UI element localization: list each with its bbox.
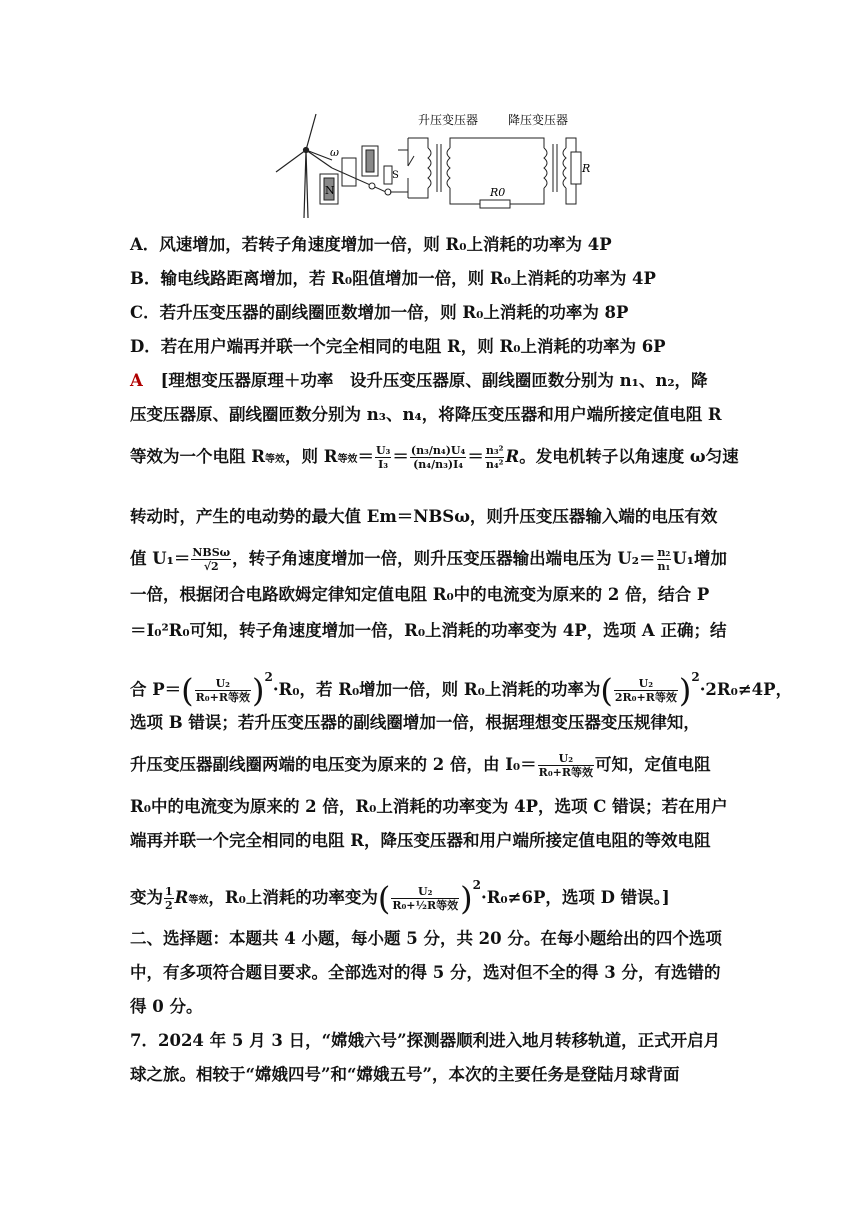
circuit-diagram: [268, 108, 591, 223]
question-7-line-1: 7．2024 年 5 月 3 日，“嫦娥六号”探测器顺利进入地月转移轨道，正式开启月: [130, 1031, 721, 1050]
option-c: C．若升压变压器的副线圈匝数增加一倍，则 R₀上消耗的功率为 8P: [130, 303, 629, 322]
solution-text-7: R₀可知，转子角速度增加一倍，R₀上消耗的功率变为 4P，选项 A 正确；结: [168, 621, 727, 640]
circuit-wires: [390, 138, 581, 208]
omega-label: ω: [330, 146, 339, 159]
solution-text-3a: 等效为一个电阻 R: [130, 447, 265, 466]
solution-line-12: 端再并联一个完全相同的电阻 R，降压变压器和用户端所接定值电阻的等效电阻: [130, 831, 711, 850]
solution-line-2: 压变压器原、副线圈匝数分别为 n₃、n₄，将降压变压器和用户端所接定值电阻 R: [130, 405, 722, 424]
solution-line-10: 升压变压器副线圈两端的电压变为原来的 2 倍，由 I₀＝ $\frac{\text{U₂}}{\text{R₀+R等效}}$ 可知，定值电阻: [130, 752, 711, 779]
solution-sub-equiv: 等效: [264, 454, 285, 465]
solution-text-10b: 可知，定值电阻: [595, 755, 711, 774]
solution-text-8c: ·2R₀≠4P，: [699, 680, 793, 699]
solution-line-13: 变为 $\frac{1}{2}$ R等效，R₀上消耗的功率变为( $\frac{\text{U₂}}{\text{R₀+½R等效}}$ )$^2$·R₀≠6P，选项 D 错误。]: [130, 878, 670, 918]
solution-line-6: 一倍，根据闭合电路欧姆定律知定值电阻 R₀中的电流变为原来的 2 倍，结合 P: [130, 585, 710, 604]
section-2-line-3: 得 0 分。: [130, 997, 203, 1016]
step-up-transformer-label: 升压变压器: [418, 113, 479, 127]
solution-line-1: [130, 370, 740, 392]
solution-text-5b: ，转子角速度增加一倍，则升压变压器输出端电压为 U₂＝: [232, 549, 656, 568]
solution-text-13b: ，R₀上消耗的功率变为: [208, 888, 378, 907]
magnet-s-label: S: [392, 170, 399, 181]
option-d: D．若在用户端再并联一个完全相同的电阻 R，则 R₀上消耗的功率为 6P: [130, 337, 666, 356]
solution-text-13c: ·R₀≠6P，选项 D 错误。]: [480, 888, 670, 907]
resistor-r-label: R: [582, 162, 591, 175]
answer-letter: A: [130, 371, 143, 390]
question-7-line-2: 球之旅。相较于“嫦娥四号”和“嫦娥五号”，本次的主要任务是登陆月球背面: [130, 1065, 680, 1084]
option-a: A．风速增加，若转子角速度增加一倍，则 R₀上消耗的功率为 4P: [130, 235, 612, 254]
solution-line-3: 等效为一个电阻 R等效，则 R等效＝ $\frac{\text{U₃}}{\text{I₃}}$ ＝ $\frac{\text{(n₃/n₄)U₄}}{\text{(n₄/n₃)I₄}}$ ＝ $\frac{\text{n₃²}}{\text{n₄²}}$ R。发电机转子以角速度 ω匀速: [130, 444, 739, 471]
solution-text-10a: 升压变压器副线圈两端的电压变为原来的 2 倍，由 I₀＝: [130, 755, 537, 774]
solution-line-11: R₀中的电流变为原来的 2 倍，R₀上消耗的功率变为 4P，选项 C 错误；若在用户: [130, 797, 728, 816]
solution-line-4: 转动时，产生的电动势的最大值 Em＝NBSω，则升压变压器输入端的电压有效: [130, 507, 718, 526]
magnet-n-label: N: [325, 184, 335, 197]
solution-text-13a: 变为: [130, 888, 163, 907]
section-2-line-2: 中，有多项符合题目要求。全部选对的得 5 分，选对但不全的得 3 分，有选错的: [130, 963, 721, 982]
solution-text-1: [理想变压器原理＋功率 设升压变压器原、副线圈匝数分别为 n₁、n₂，降: [160, 371, 708, 390]
solution-text-8a: 合 P＝: [130, 680, 182, 699]
solution-text-3c: ，则 R: [284, 447, 338, 466]
solution-text-3d: 。发电机转子以角速度 ω匀速: [519, 447, 739, 466]
solution-text-8b: ·R₀，若 R₀增加一倍，则 R₀上消耗的功率为: [272, 680, 601, 699]
option-b: B．输电线路距离增加，若 R₀阻值增加一倍，则 R₀上消耗的功率为 4P: [130, 269, 656, 288]
section-2-line-1: 二、选择题：本题共 4 小题，每小题 5 分，共 20 分。在每小题给出的四个选项: [130, 929, 722, 948]
solution-text-5c: U₁增加: [672, 549, 727, 568]
resistor-r0-label: R0: [490, 186, 506, 199]
solution-line-9: 选项 B 错误；若升压变压器的副线圈增加一倍，根据理想变压器变压规律知，: [130, 713, 700, 732]
solution-text-5a: 值 U₁＝: [130, 549, 191, 568]
solution-line-5: 值 U₁＝ $\frac{\text{NBSω}}{√2}$ ，转子角速度增加一倍，则升压变压器输出端电压为 U₂＝ $\frac{\text{n₂}}{\text{n₁}}$ U₁增加: [130, 546, 727, 573]
solution-line-7: ＝I₀²R₀可知，转子角速度增加一倍，R₀上消耗的功率变为 4P，选项 A 正确；结: [130, 621, 727, 640]
solution-line-8: 合 P＝( $\frac{\text{U₂}}{\text{R₀+R等效}}$ )$^2$·R₀，若 R₀增加一倍，则 R₀上消耗的功率为( $\frac{\text{U₂}}{\text{2R₀+R等效}}$ )$^2$·2R₀≠4P，: [130, 670, 793, 710]
step-down-transformer-label: 降压变压器: [508, 113, 569, 127]
